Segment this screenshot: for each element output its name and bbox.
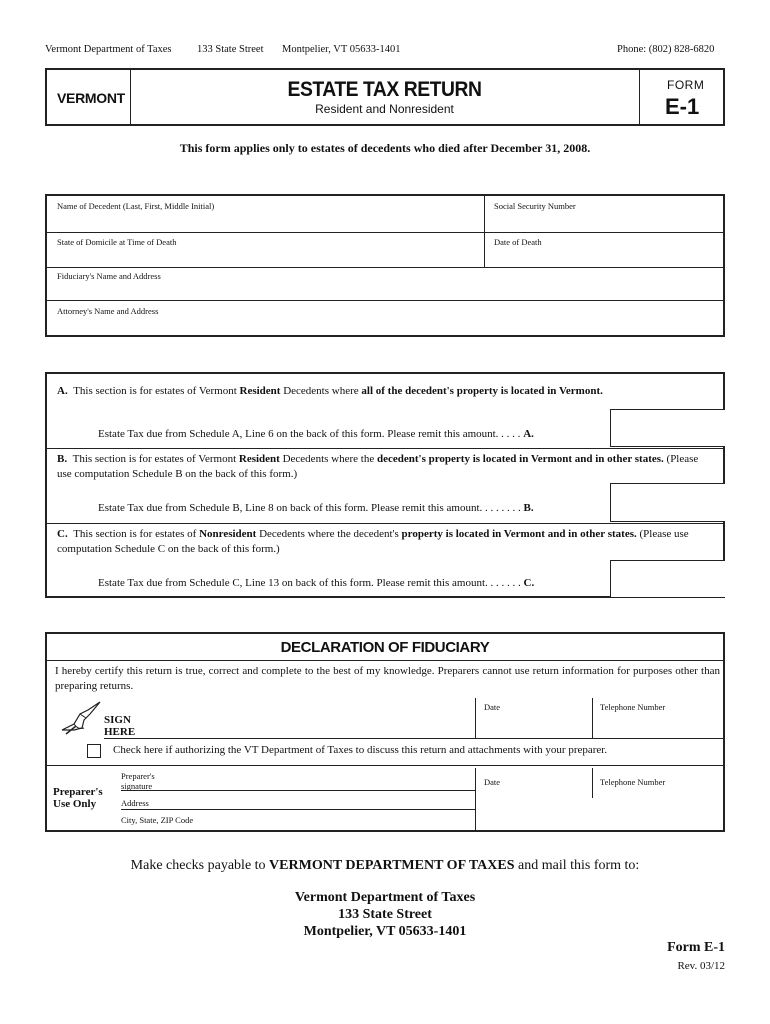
section-b-text: B. This section is for estates of Vermont Resident Decedents where the decedent's property is located in Vermont and in other states. (Please use computation Schedule B on the back of this form.): [57, 453, 699, 480]
form-subtitle: Resident and Nonresident: [315, 102, 454, 116]
declaration-text: I hereby certify this return is true, correct and complete to the best of my knowledge. Preparers cannot use return information for purposes other than preparing returns.: [55, 665, 720, 692]
header-city: Montpelier, VT 05633-1401: [282, 44, 401, 55]
preparer-date-field[interactable]: Date: [484, 777, 501, 787]
header-department: Vermont Department of Taxes: [45, 44, 172, 55]
footer-revision: Rev. 03/12: [677, 960, 725, 972]
preparer-use-only-label: Preparer's Use Only: [53, 786, 103, 810]
attorney-field[interactable]: Attorney's Name and Address: [57, 306, 159, 316]
state-name: VERMONT: [57, 90, 125, 106]
preparer-city-field[interactable]: City, State, ZIP Code: [121, 815, 194, 825]
authorize-preparer-checkbox[interactable]: [87, 744, 101, 758]
form-number: E-1: [665, 94, 700, 119]
preparer-phone-field[interactable]: Telephone Number: [600, 777, 666, 787]
sign-phone-field[interactable]: Telephone Number: [600, 702, 666, 712]
declaration-box: [45, 632, 725, 832]
section-c-text: C. This section is for estates of Nonresident Decedents where the decedent's property is located in Vermont and in other states. (Please use computation Schedule C on the back of this form.): [57, 528, 689, 555]
section-a-amount-input[interactable]: [610, 409, 725, 447]
title-block: [45, 68, 725, 126]
sections-box: [45, 372, 725, 598]
mailing-address: Vermont Department of Taxes 133 State Street Montpelier, VT 05633-1401: [294, 890, 476, 939]
header-street: 133 State Street: [197, 44, 264, 55]
decedent-info-box: [45, 194, 725, 337]
footer-form-number: Form E-1: [667, 940, 725, 955]
preparer-address-field[interactable]: Address: [121, 798, 149, 808]
declaration-title: DECLARATION OF FIDUCIARY: [280, 639, 490, 656]
form-title: ESTATE TAX RETURN: [287, 78, 482, 101]
payable-instruction: Make checks payable to VERMONT DEPARTMENT OF TAXES and mail this form to:: [130, 858, 640, 873]
form-label: FORM: [667, 78, 705, 92]
section-b-line: Estate Tax due from Schedule B, Line 8 on back of this form. Please remit this amount. . . . . . . . B.: [98, 502, 534, 514]
fiduciary-field[interactable]: Fiduciary's Name and Address: [57, 271, 161, 281]
decedent-name-field[interactable]: Name of Decedent (Last, First, Middle Initial): [57, 201, 215, 211]
preparer-signature-field[interactable]: Preparer's signature: [121, 771, 155, 791]
domicile-field[interactable]: State of Domicile at Time of Death: [57, 237, 177, 247]
date-of-death-field[interactable]: Date of Death: [494, 237, 542, 247]
section-c-line: Estate Tax due from Schedule C, Line 13 on back of this form. Please remit this amount. . . . . . . C.: [98, 577, 535, 589]
section-a-line: Estate Tax due from Schedule A, Line 6 on the back of this form. Please remit this amount. . . . . A.: [98, 428, 534, 440]
authorize-preparer-text: Check here if authorizing the VT Department of Taxes to discuss this return and attachments with your preparer.: [113, 744, 608, 756]
section-c-amount-input[interactable]: [610, 560, 725, 598]
section-b-amount-input[interactable]: [610, 483, 725, 522]
header-phone: Phone: (802) 828-6820: [617, 44, 715, 55]
applicability-note: This form applies only to estates of decedents who died after December 31, 2008.: [179, 141, 591, 155]
sign-here-label: SIGN HERE: [104, 714, 136, 738]
sign-date-field[interactable]: Date: [484, 702, 501, 712]
pen-hand-icon: [60, 700, 102, 736]
ssn-field[interactable]: Social Security Number: [494, 201, 576, 211]
section-a-text: A. This section is for estates of Vermont Resident Decedents where all of the decedent's property is located in Vermont.: [57, 385, 603, 397]
